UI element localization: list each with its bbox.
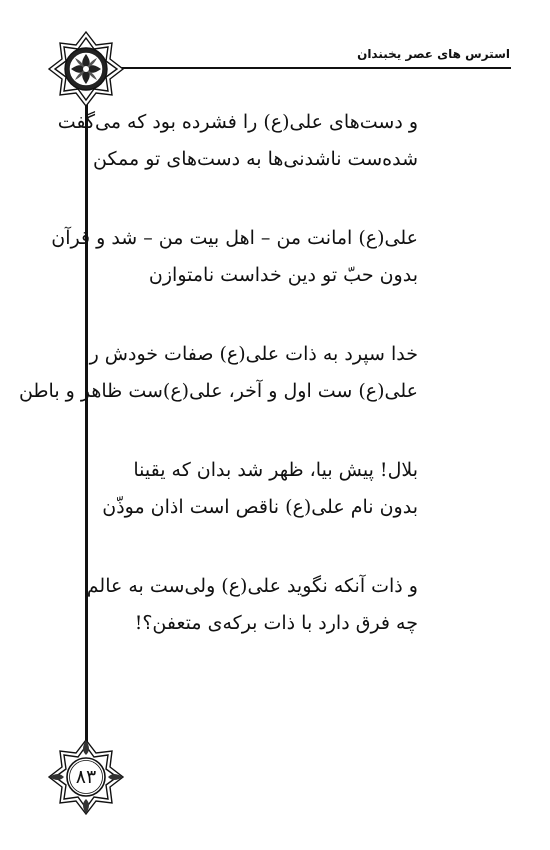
verse-line: علی(ع) ست اول و آخر، علی(ع)ست ظاهر و باطن <box>18 380 418 402</box>
stanza <box>19 104 418 178</box>
poem <box>19 104 418 684</box>
stanza <box>19 220 418 294</box>
verse-line: و دست‌های علی(ع) را فشرده بود که می‌گفت <box>57 111 418 133</box>
verse-line: علی(ع) امانت من – اهل بیت من – شد و قرآن <box>51 227 418 249</box>
running-title: استرس های عصر یخبندان <box>357 47 510 61</box>
stanza <box>19 568 418 642</box>
header-rule <box>85 67 511 69</box>
verse-line: چه فرق دارد با ذات برکه‌ی متعفن؟! <box>134 612 418 634</box>
verse-line: خدا سپرد به ذات علی(ع) صفات خودش را <box>84 343 418 365</box>
verse-line: بدون نام علی(ع) ناقص است اذان موذّن <box>102 496 418 518</box>
verse-line: بلال! پیش بیا، ظهر شد بدان که یقینا <box>133 459 418 481</box>
header-ornament-icon <box>47 30 125 108</box>
stanza <box>19 452 418 526</box>
stanza <box>19 336 418 410</box>
verse-line: و ذات آنکه نگوید علی(ع) ولی‌ست به عالم <box>86 575 418 597</box>
page-number: ۸۳ <box>75 766 97 788</box>
verse-line: بدون حبّ تو دین خداست نامتوازن <box>148 264 418 286</box>
verse-line: شده‌ست ناشدنی‌ها به دست‌های تو ممکن <box>93 148 418 170</box>
